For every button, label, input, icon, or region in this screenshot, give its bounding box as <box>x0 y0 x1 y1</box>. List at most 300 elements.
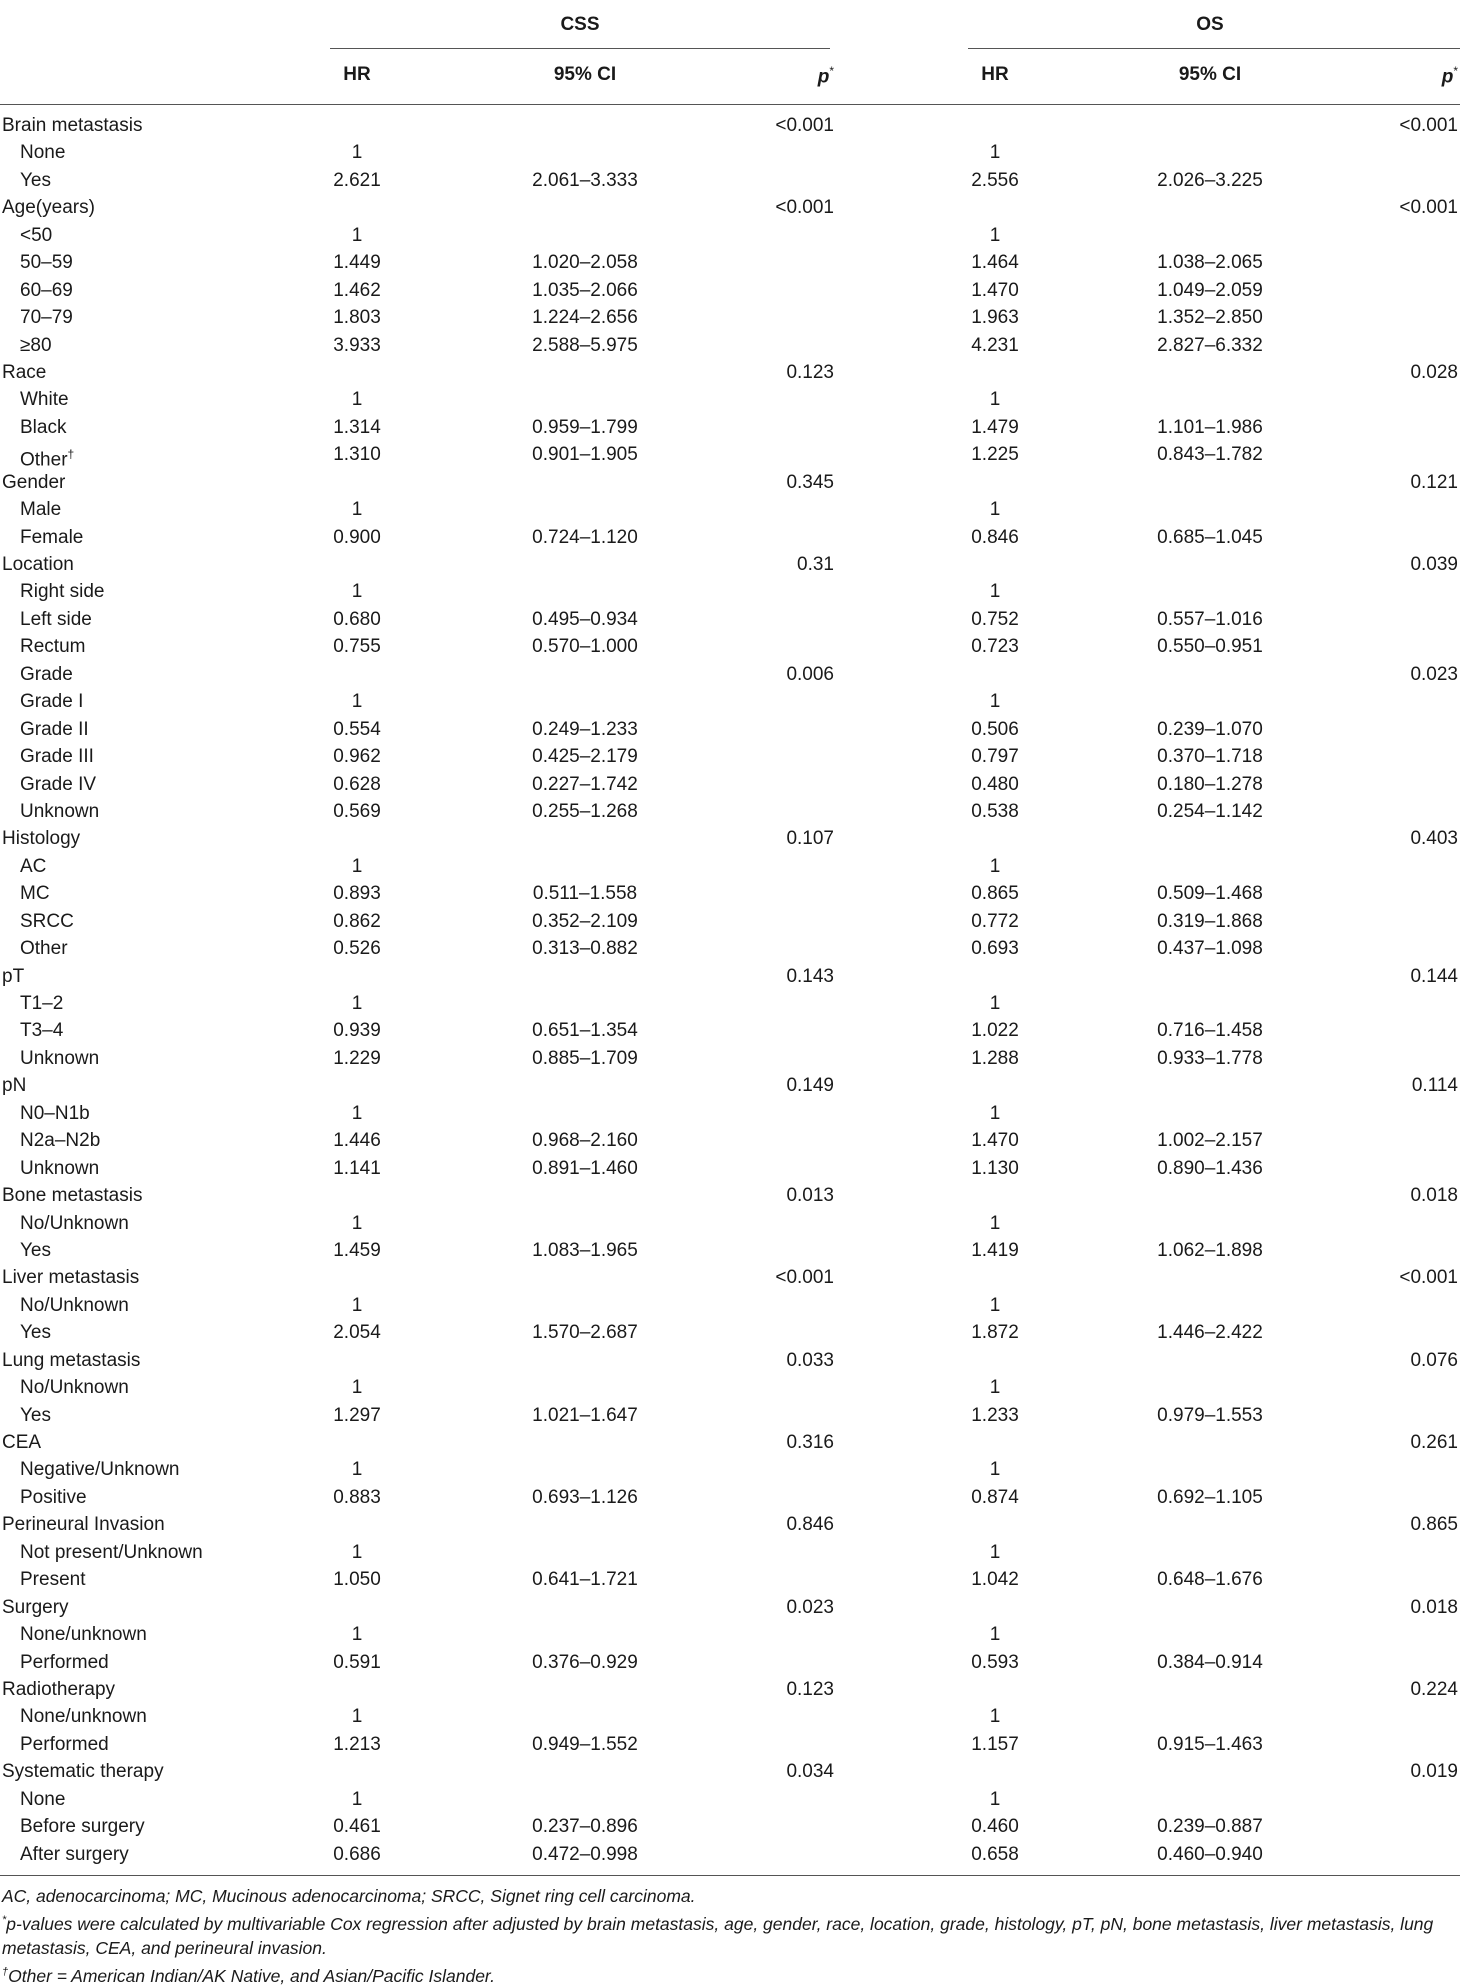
table-row <box>0 1155 1460 1182</box>
os-hr-cell: 1 <box>989 1102 1001 1124</box>
row-label: Performed <box>20 1733 109 1755</box>
css-ci-cell: 0.237–0.896 <box>532 1816 638 1838</box>
table-row <box>0 277 1460 304</box>
table-row <box>0 1347 1460 1374</box>
css-hr-cell: 0.755 <box>333 636 381 658</box>
table-row <box>0 222 1460 249</box>
os-hr-cell: 1.288 <box>971 1047 1019 1069</box>
row-label: White <box>20 389 69 411</box>
css-ci-cell: 0.472–0.998 <box>532 1843 638 1865</box>
os-hr-cell: 1 <box>989 142 1001 164</box>
row-label: Other <box>20 938 68 960</box>
table-row <box>0 1649 1460 1676</box>
row-label: Perineural Invasion <box>2 1514 165 1536</box>
os-ci-cell: 0.239–1.070 <box>1157 718 1263 740</box>
css-hr-cell: 1 <box>351 1377 363 1399</box>
css-hr-cell: 1.462 <box>333 279 381 301</box>
css-p-cell: 0.143 <box>786 965 834 987</box>
table-row <box>0 771 1460 798</box>
row-label: Systematic therapy <box>2 1761 164 1783</box>
table-row <box>0 1182 1460 1209</box>
table-row <box>0 139 1460 166</box>
row-label: Grade IV <box>20 773 97 795</box>
css-hr-cell: 1.449 <box>333 252 381 274</box>
os-ci-cell: 0.915–1.463 <box>1157 1733 1263 1755</box>
os-p-cell: 0.144 <box>1410 965 1458 987</box>
css-ci-cell: 0.885–1.709 <box>532 1047 638 1069</box>
os-hr-cell: 0.752 <box>971 608 1019 630</box>
table-row <box>0 1511 1460 1538</box>
row-label: Positive <box>20 1486 87 1508</box>
row-label: AC <box>20 855 47 877</box>
css-group-rule <box>330 48 830 49</box>
os-p-header: p* <box>1441 64 1458 88</box>
os-hr-cell: 0.846 <box>971 526 1019 548</box>
row-label: T1–2 <box>20 993 64 1014</box>
table-row <box>0 633 1460 660</box>
os-ci-cell: 0.370–1.718 <box>1157 746 1263 768</box>
css-hr-cell: 1.314 <box>333 416 381 438</box>
os-hr-cell: 1 <box>989 1706 1001 1728</box>
table-row <box>0 825 1460 852</box>
css-ci-cell: 0.255–1.268 <box>532 800 638 822</box>
css-p-cell: 0.345 <box>786 471 834 493</box>
css-ci-cell: 0.249–1.233 <box>532 718 638 740</box>
os-hr-cell: 1.872 <box>971 1322 1019 1344</box>
os-ci-cell: 0.509–1.468 <box>1157 883 1263 905</box>
os-hr-cell: 0.874 <box>971 1486 1019 1508</box>
css-hr-cell: 1 <box>351 1788 363 1810</box>
os-hr-cell: 0.723 <box>971 636 1019 658</box>
css-hr-cell: 1.141 <box>333 1157 381 1179</box>
table-row <box>0 1456 1460 1483</box>
css-ci-cell: 0.227–1.742 <box>532 773 638 795</box>
css-hr-cell: 0.680 <box>333 608 381 630</box>
row-label: N2a–N2b <box>20 1130 101 1152</box>
css-ci-cell: 0.959–1.799 <box>532 416 638 438</box>
table-row <box>0 990 1460 1017</box>
os-ci-cell: 0.254–1.142 <box>1157 800 1263 822</box>
os-hr-cell: 1 <box>989 1294 1001 1316</box>
os-p-cell: 0.865 <box>1410 1514 1458 1536</box>
table-row <box>0 716 1460 743</box>
css-ci-cell: 0.495–0.934 <box>532 608 638 630</box>
row-label: No/Unknown <box>20 1294 129 1316</box>
row-label: Male <box>20 499 62 521</box>
os-hr-cell: 0.460 <box>971 1816 1019 1838</box>
css-ci-cell: 1.020–2.058 <box>532 252 638 274</box>
table-row <box>0 880 1460 907</box>
row-label: After surgery <box>20 1843 129 1865</box>
row-label: None <box>20 1788 66 1810</box>
row-label: 60–69 <box>20 279 73 301</box>
row-label: Before surgery <box>20 1816 145 1838</box>
table-row <box>0 524 1460 551</box>
css-p-cell: <0.001 <box>775 197 834 219</box>
os-ci-cell: 1.049–2.059 <box>1157 279 1263 301</box>
css-p-cell: 0.123 <box>786 361 834 383</box>
table-row <box>0 963 1460 990</box>
css-ci-cell: 0.376–0.929 <box>532 1651 638 1673</box>
os-p-cell: 0.023 <box>1410 663 1458 685</box>
css-ci-cell: 0.570–1.000 <box>532 636 638 658</box>
css-p-cell: 0.316 <box>786 1432 834 1453</box>
css-hr-cell: 0.591 <box>333 1651 381 1673</box>
os-ci-header: 95% CI <box>1178 64 1242 85</box>
os-hr-cell: 0.538 <box>971 800 1019 822</box>
row-label: N0–N1b <box>20 1102 90 1124</box>
css-p-cell: 0.006 <box>786 663 834 685</box>
os-ci-cell: 1.002–2.157 <box>1157 1130 1263 1152</box>
os-hr-cell: 1 <box>989 993 1001 1014</box>
table-row <box>0 661 1460 688</box>
css-hr-cell: 1 <box>351 1624 363 1646</box>
os-hr-cell: 0.772 <box>971 910 1019 932</box>
css-hr-cell: 1 <box>351 1459 363 1481</box>
os-hr-cell: 1.470 <box>971 1130 1019 1152</box>
css-hr-cell: 0.900 <box>333 526 381 548</box>
css-ci-cell: 2.588–5.975 <box>532 334 638 356</box>
table-row <box>0 1127 1460 1154</box>
os-p-cell: 0.018 <box>1410 1185 1458 1207</box>
os-hr-cell: 1.157 <box>971 1733 1019 1755</box>
css-hr-cell: 1 <box>351 1541 363 1563</box>
row-label: Black <box>20 416 67 438</box>
table-row <box>0 414 1460 441</box>
table-row <box>0 1758 1460 1785</box>
table-row <box>0 1100 1460 1127</box>
table-row <box>0 304 1460 331</box>
row-label: Female <box>20 526 84 548</box>
css-p-cell: 0.846 <box>786 1514 834 1536</box>
css-hr-cell: 1 <box>351 581 363 603</box>
os-hr-cell: 1 <box>989 691 1001 713</box>
os-hr-cell: 1 <box>989 1459 1001 1481</box>
row-label: Not present/Unknown <box>20 1541 203 1563</box>
footnote-other: †Other = American Indian/AK Native, and Asian/Pacific Islander. <box>2 1965 495 1986</box>
os-ci-cell: 0.437–1.098 <box>1157 938 1263 960</box>
table-row <box>0 1402 1460 1429</box>
row-label: 70–79 <box>20 307 73 329</box>
row-label: Gender <box>2 471 66 493</box>
css-hr-header: HR <box>343 64 371 85</box>
css-hr-cell: 0.569 <box>333 800 381 822</box>
os-ci-cell: 0.460–0.940 <box>1157 1843 1263 1865</box>
os-hr-cell: 1.022 <box>971 1020 1019 1042</box>
css-hr-cell: 2.054 <box>333 1322 381 1344</box>
css-hr-cell: 0.554 <box>333 718 381 740</box>
row-label-mark: † <box>67 447 75 462</box>
table-row <box>0 386 1460 413</box>
table-row <box>0 1237 1460 1264</box>
table-row <box>0 606 1460 633</box>
css-p-cell: 0.123 <box>786 1678 834 1700</box>
css-ci-cell: 0.313–0.882 <box>532 938 638 960</box>
row-label: CEA <box>2 1432 42 1453</box>
css-hr-cell: 1 <box>351 499 363 521</box>
css-p-cell: <0.001 <box>775 1267 834 1289</box>
css-hr-cell: 1 <box>351 389 363 411</box>
table-row <box>0 743 1460 770</box>
os-hr-cell: 0.658 <box>971 1843 1019 1865</box>
os-ci-cell: 0.319–1.868 <box>1157 910 1263 932</box>
css-hr-cell: 1 <box>351 993 363 1014</box>
row-label: <50 <box>20 224 53 246</box>
os-hr-cell: 1 <box>989 499 1001 521</box>
row-label: None <box>20 142 66 164</box>
os-hr-cell: 0.593 <box>971 1651 1019 1673</box>
os-hr-cell: 1.419 <box>971 1239 1019 1261</box>
table-row <box>0 798 1460 825</box>
table-row <box>0 1484 1460 1511</box>
css-p-cell: 0.149 <box>786 1075 834 1097</box>
os-ci-cell: 0.550–0.951 <box>1157 636 1263 658</box>
os-p-cell: 0.224 <box>1410 1678 1458 1700</box>
table-row <box>0 359 1460 386</box>
css-p-cell: <0.001 <box>775 115 834 136</box>
row-label: Lung metastasis <box>2 1349 141 1371</box>
row-label: Race <box>2 361 47 383</box>
css-p-cell: 0.034 <box>786 1761 834 1783</box>
css-hr-cell: 1.050 <box>333 1569 381 1591</box>
table-body <box>0 112 1460 1868</box>
os-hr-cell: 1 <box>989 389 1001 411</box>
css-ci-cell: 0.511–1.558 <box>532 883 638 905</box>
css-ci-cell: 0.641–1.721 <box>532 1569 638 1591</box>
os-p-cell: <0.001 <box>1399 115 1458 136</box>
css-hr-cell: 0.962 <box>333 746 381 768</box>
os-p-cell: 0.039 <box>1410 554 1458 575</box>
css-p-cell: 0.033 <box>786 1349 834 1371</box>
css-ci-cell: 0.724–1.120 <box>532 526 638 548</box>
os-p-cell: 0.028 <box>1410 361 1458 383</box>
row-label: Liver metastasis <box>2 1267 140 1289</box>
os-ci-cell: 0.648–1.676 <box>1157 1569 1263 1591</box>
table-row <box>0 112 1460 139</box>
os-hr-cell: 1 <box>989 1541 1001 1563</box>
os-ci-cell: 2.827–6.332 <box>1157 334 1263 356</box>
footnote-pvalue: *p-values were calculated by multivariable Cox regression after adjusted by brain metastasis, age, gender, race, location, grade, histology, pT, pN, bone metastasis, liver metastasis, lung metastasis, CEA, and perineural invasion. <box>2 1913 1434 1958</box>
os-p-cell: 0.076 <box>1410 1349 1458 1371</box>
os-p-cell: <0.001 <box>1399 197 1458 219</box>
css-hr-cell: 1 <box>351 1706 363 1728</box>
os-hr-cell: 1 <box>989 1624 1001 1646</box>
css-ci-cell: 1.224–2.656 <box>532 307 638 329</box>
os-hr-cell: 2.556 <box>971 169 1019 191</box>
table-row <box>0 551 1460 578</box>
css-hr-cell: 1 <box>351 1294 363 1316</box>
table-row <box>0 688 1460 715</box>
table-row <box>0 1374 1460 1401</box>
row-label: Bone metastasis <box>2 1185 143 1207</box>
table-row <box>0 1594 1460 1621</box>
os-ci-cell: 0.180–1.278 <box>1157 773 1263 795</box>
row-label: Yes <box>20 1404 51 1426</box>
css-hr-cell: 1 <box>351 224 363 246</box>
table-group-header <box>0 0 1460 48</box>
os-ci-cell: 0.384–0.914 <box>1157 1651 1263 1673</box>
css-hr-cell: 0.862 <box>333 910 381 932</box>
css-hr-cell: 1.229 <box>333 1047 381 1069</box>
os-ci-cell: 0.933–1.778 <box>1157 1047 1263 1069</box>
table-row <box>0 935 1460 962</box>
row-label: Left side <box>20 608 92 630</box>
os-p-cell: 0.114 <box>1411 1075 1458 1097</box>
table-bottom-rule <box>0 1875 1460 1876</box>
css-ci-cell: 0.352–2.109 <box>532 910 638 932</box>
os-hr-cell: 1.464 <box>971 252 1019 274</box>
css-ci-cell: 0.891–1.460 <box>532 1157 638 1179</box>
css-p-cell: 0.107 <box>786 828 834 850</box>
row-label: Surgery <box>2 1596 69 1618</box>
css-ci-cell: 1.035–2.066 <box>532 279 638 301</box>
table-row <box>0 1210 1460 1237</box>
table-row <box>0 1566 1460 1593</box>
row-label: Location <box>2 554 74 575</box>
os-p-cell: 0.403 <box>1410 828 1458 850</box>
row-label: Rectum <box>20 636 86 658</box>
css-hr-cell: 0.686 <box>333 1843 381 1865</box>
os-group-title: OS <box>1196 14 1224 35</box>
table-row <box>0 1813 1460 1840</box>
table-row <box>0 249 1460 276</box>
table-row <box>0 1429 1460 1456</box>
css-group-title: CSS <box>560 14 600 35</box>
css-hr-cell: 1.446 <box>333 1130 381 1152</box>
row-label: Histology <box>2 828 81 850</box>
row-label: T3–4 <box>20 1020 64 1042</box>
row-label: Performed <box>20 1651 109 1673</box>
os-p-cell: 0.121 <box>1410 471 1458 493</box>
os-hr-header: HR <box>981 64 1009 85</box>
table-row <box>0 1045 1460 1072</box>
row-label: Yes <box>20 169 51 191</box>
table-row <box>0 1017 1460 1044</box>
row-label: Other† <box>20 447 75 471</box>
table-row <box>0 469 1460 496</box>
footnote-abbreviations: AC, adenocarcinoma; MC, Mucinous adenocarcinoma; SRCC, Signet ring cell carcinoma. <box>2 1886 696 1906</box>
css-hr-cell: 1 <box>351 1212 363 1234</box>
row-label: Unknown <box>20 800 100 822</box>
css-ci-cell: 0.425–2.179 <box>532 746 638 768</box>
css-hr-cell: 1 <box>351 142 363 164</box>
row-label: MC <box>20 883 50 905</box>
table-row <box>0 1072 1460 1099</box>
os-hr-cell: 1 <box>989 1212 1001 1234</box>
os-ci-cell: 1.062–1.898 <box>1157 1239 1263 1261</box>
css-hr-cell: 1.310 <box>333 444 381 466</box>
footnotes <box>2 1884 1456 1988</box>
css-ci-cell: 0.693–1.126 <box>532 1486 638 1508</box>
os-hr-cell: 1.225 <box>971 444 1019 466</box>
css-hr-cell: 1.803 <box>333 307 381 329</box>
os-ci-cell: 0.685–1.045 <box>1157 526 1263 548</box>
css-hr-cell: 1 <box>351 855 363 877</box>
row-label: Grade <box>20 663 73 685</box>
table-row <box>0 1841 1460 1868</box>
os-p-cell: <0.001 <box>1399 1267 1458 1289</box>
css-p-cell: 0.013 <box>786 1185 834 1207</box>
css-hr-cell: 0.883 <box>333 1486 381 1508</box>
os-ci-cell: 1.038–2.065 <box>1157 252 1263 274</box>
os-ci-cell: 0.843–1.782 <box>1157 444 1263 466</box>
row-label: Yes <box>20 1322 51 1344</box>
css-ci-cell: 0.901–1.905 <box>532 444 638 466</box>
os-hr-cell: 0.506 <box>971 718 1019 740</box>
row-label: Grade II <box>20 718 89 740</box>
row-label: Unknown <box>20 1047 100 1069</box>
os-hr-cell: 1.470 <box>971 279 1019 301</box>
table-row <box>0 908 1460 935</box>
row-label: Unknown <box>20 1157 100 1179</box>
css-hr-cell: 1 <box>351 1102 363 1124</box>
os-hr-cell: 4.231 <box>971 334 1019 356</box>
table-row <box>0 1786 1460 1813</box>
os-hr-cell: 1 <box>989 581 1001 603</box>
table-row <box>0 496 1460 523</box>
os-p-cell: 0.261 <box>1410 1432 1458 1453</box>
os-hr-cell: 1 <box>989 1788 1001 1810</box>
os-ci-cell: 2.026–3.225 <box>1157 169 1263 191</box>
row-label: None/unknown <box>20 1624 147 1646</box>
css-p-cell: 0.023 <box>786 1596 834 1618</box>
table-row <box>0 578 1460 605</box>
os-hr-cell: 1 <box>989 855 1001 877</box>
row-label: Right side <box>20 581 105 603</box>
row-label: pN <box>2 1075 27 1097</box>
css-hr-cell: 0.526 <box>333 938 381 960</box>
os-hr-cell: 1.042 <box>971 1569 1019 1591</box>
os-ci-cell: 0.979–1.553 <box>1157 1404 1263 1426</box>
table-row <box>0 853 1460 880</box>
css-ci-cell: 1.570–2.687 <box>532 1322 638 1344</box>
table-row <box>0 1621 1460 1648</box>
css-ci-cell: 2.061–3.333 <box>532 169 638 191</box>
row-label: Present <box>20 1569 86 1591</box>
css-ci-cell: 0.651–1.354 <box>532 1020 638 1042</box>
css-p-cell: 0.31 <box>797 554 834 575</box>
row-label: No/Unknown <box>20 1212 129 1234</box>
css-hr-cell: 1 <box>351 691 363 713</box>
css-hr-cell: 0.628 <box>333 773 381 795</box>
css-ci-header: 95% CI <box>553 64 617 85</box>
row-label: pT <box>2 965 25 987</box>
os-ci-cell: 0.890–1.436 <box>1157 1157 1263 1179</box>
table-row <box>0 332 1460 359</box>
row-label: SRCC <box>20 910 74 932</box>
table-row <box>0 1731 1460 1758</box>
css-ci-cell: 1.083–1.965 <box>532 1239 638 1261</box>
row-label: Negative/Unknown <box>20 1459 180 1481</box>
table-row <box>0 1292 1460 1319</box>
os-p-cell: 0.019 <box>1410 1761 1458 1783</box>
css-hr-cell: 2.621 <box>333 169 381 191</box>
table-row <box>0 1319 1460 1346</box>
table-row <box>0 1539 1460 1566</box>
os-ci-cell: 1.352–2.850 <box>1157 307 1263 329</box>
os-hr-cell: 0.693 <box>971 938 1019 960</box>
os-ci-cell: 0.239–0.887 <box>1157 1816 1263 1838</box>
row-label: Grade III <box>20 746 94 768</box>
table-row <box>0 441 1460 471</box>
row-label: None/unknown <box>20 1706 147 1728</box>
css-hr-cell: 0.893 <box>333 883 381 905</box>
row-label: Age(years) <box>2 197 95 219</box>
row-label: Brain metastasis <box>2 115 143 136</box>
os-ci-cell: 1.101–1.986 <box>1157 416 1263 438</box>
os-hr-cell: 1.963 <box>971 307 1019 329</box>
css-ci-cell: 0.968–2.160 <box>532 1130 638 1152</box>
